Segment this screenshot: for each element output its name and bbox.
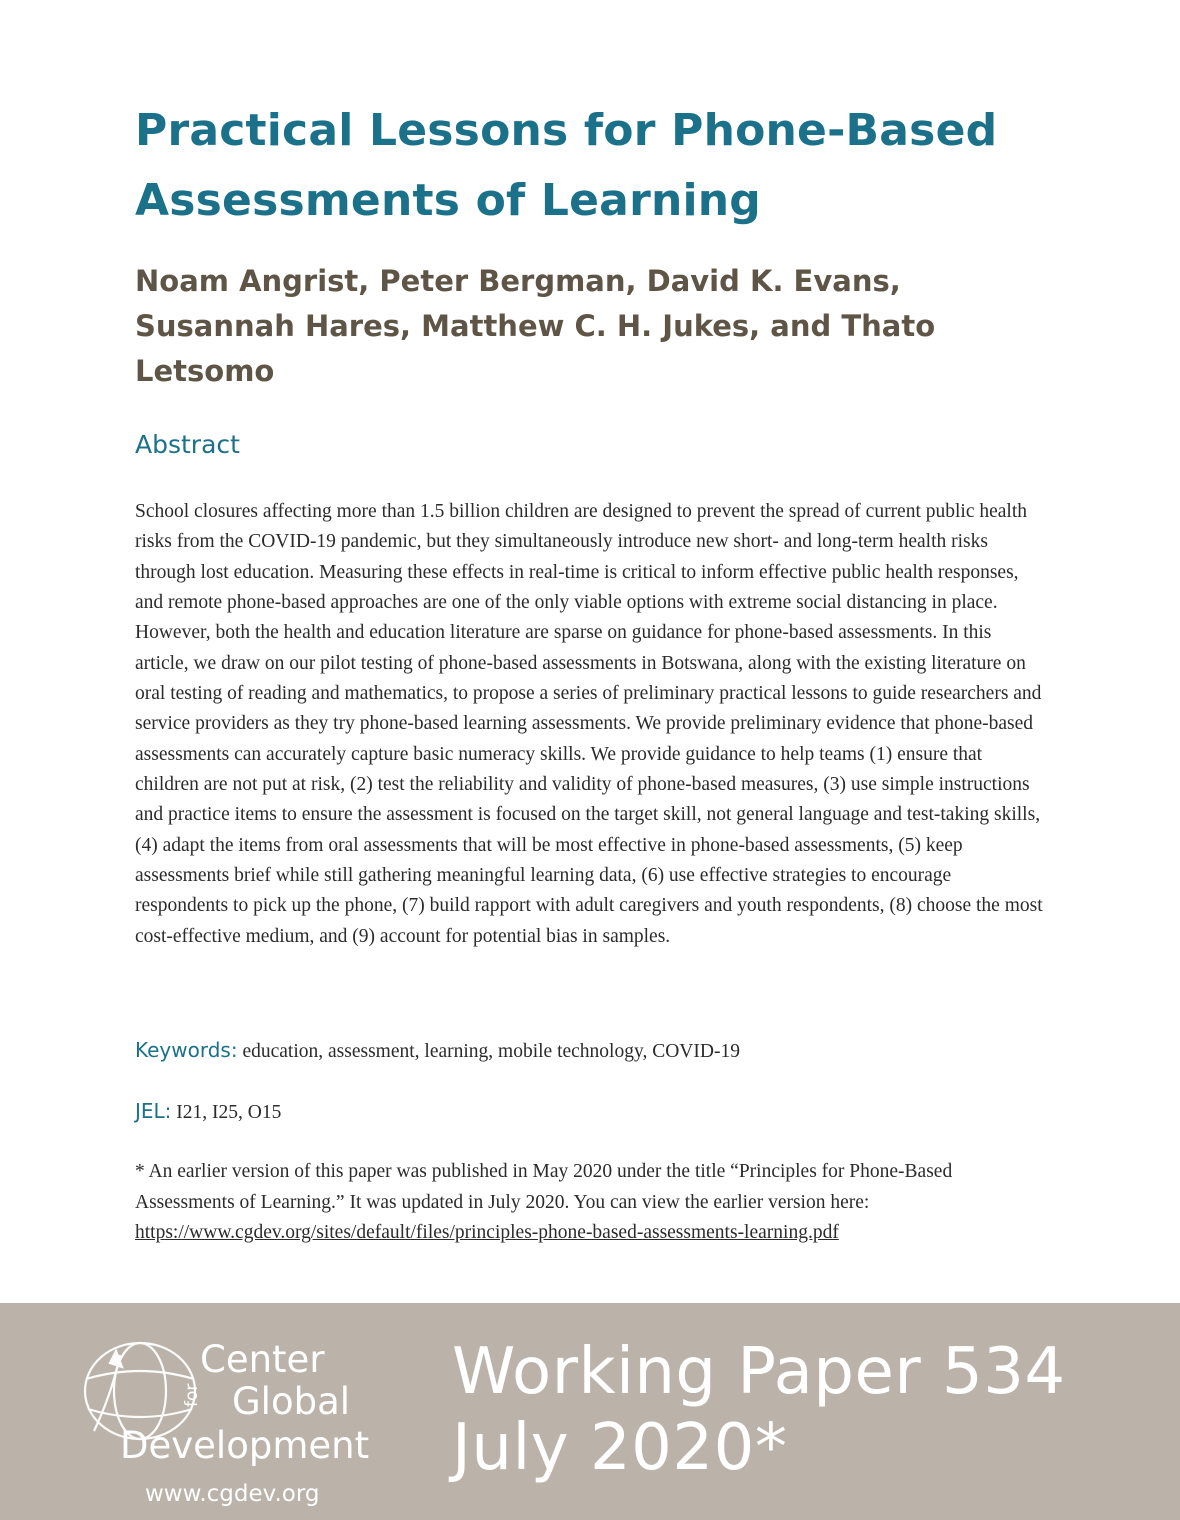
footer-band [0, 1303, 1180, 1520]
footnote [135, 1157, 1045, 1249]
working-paper-date: July 2020* [452, 1411, 788, 1485]
logo-word-development: Development [120, 1424, 370, 1467]
abstract-text: School closures affecting more than 1.5 billion children are designed to prevent the spread of current public health risks from the COVID-19 pandemic, but they simultaneously introduce new short- and long-term health risks through lost education. Measuring these effects in real-time is critical to inform effective public health responses, and remote phone-based approaches are one of the only viable options with extreme social distancing in place. However, both the health and education literature are sparse on guidance for phone-based assessments. In this article, we draw on our pilot testing of phone-based assessments in Botswana, along with the existing literature on oral testing of reading and mathematics, to propose a series of preliminary practical lessons to guide researchers and service providers as they try phone-based learning assessments. We provide preliminary evidence that phone-based assessments can accurately capture basic numeracy skills. We provide guidance to help teams (1) ensure that children are not put at risk, (2) test the reliability and validity of phone-based measures, (3) use simple instructions and practice items to ensure the assessment is focused on the target skill, not general language and test-taking skills, (4) adapt the items from oral assessments that will be most effective in phone-based assessments, (5) keep assessments brief while still gathering meaningful learning data, (6) use effective strategies to encourage respondents to pick up the phone, (7) build rapport with adult caregivers and youth respondents, (8) choose the most cost-effective medium, and (9) account for potential bias in samples. [135, 501, 1043, 947]
logo-word-for: for [182, 1383, 202, 1407]
jel-label: JEL: [135, 1099, 172, 1123]
working-paper-number: Working Paper 534 [452, 1335, 1066, 1409]
jel-value: I21, I25, O15 [176, 1102, 282, 1123]
footnote-text: * An earlier version of this paper was published in May 2020 under the title “Principles for Phone-Based Assessments of Learning.” It was updated in July 2020. You can view the earlier version here: [135, 1161, 953, 1213]
logo-website: www.cgdev.org [145, 1481, 320, 1507]
jel-line [135, 1096, 281, 1128]
author-list: Noam Angrist, Peter Bergman, David K. Evans, Susannah Hares, Matthew C. H. Jukes, and Thato Letsomo [135, 264, 936, 388]
logo-word-global: Global [232, 1380, 351, 1423]
logo-word-center: Center [200, 1338, 325, 1381]
keywords-line [135, 1035, 740, 1067]
earlier-version-link[interactable]: https://www.cgdev.org/sites/default/files/principles-phone-based-assessments-learning.pdf [135, 1222, 839, 1243]
keywords-label: Keywords: [135, 1038, 238, 1062]
paper-title: Practical Lessons for Phone-Based Assessments of Learning [135, 105, 998, 226]
keywords-value: education, assessment, learning, mobile technology, COVID-19 [242, 1041, 740, 1062]
abstract-heading: Abstract [135, 430, 240, 459]
